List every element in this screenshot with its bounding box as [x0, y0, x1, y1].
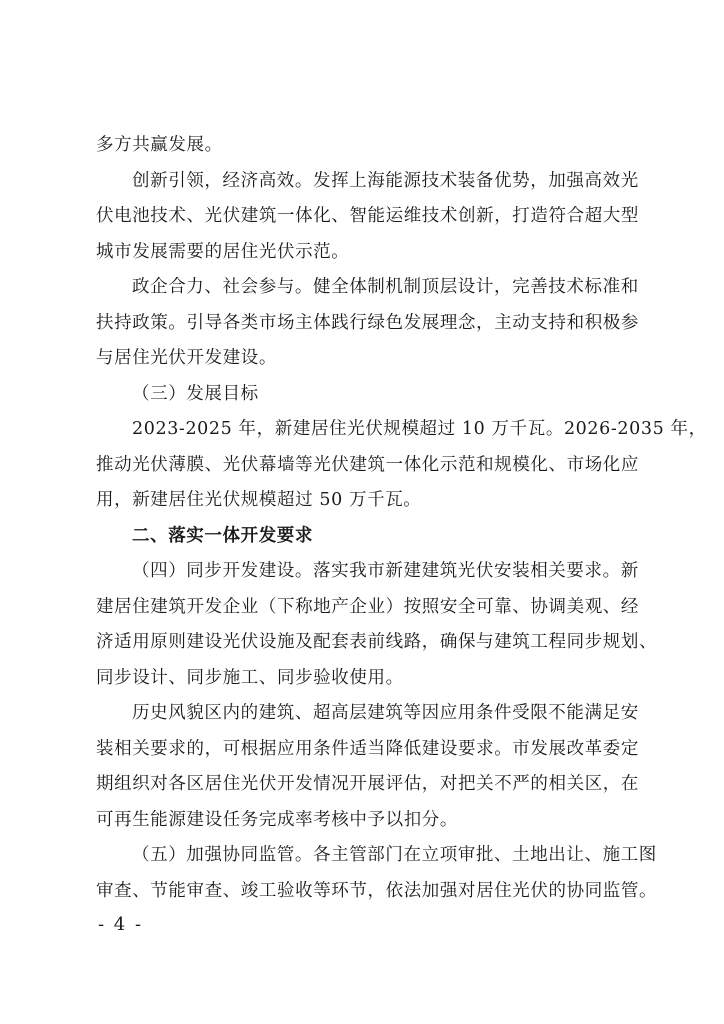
paragraph-line: （四）同步开发建设。落实我市新建建筑光伏安装相关要求。新	[132, 561, 639, 581]
paragraph-line: 期组织对各区居住光伏开发情况开展评估，对把关不严的相关区，在	[96, 774, 639, 794]
chapter-heading: 二、落实一体开发要求	[132, 525, 313, 546]
paragraph-line: 同步设计、同步施工、同步验收使用。	[96, 667, 404, 688]
paragraph-line: 审查、节能审查、竣工验收等环节，依法加强对居住光伏的协同监管。	[96, 880, 658, 901]
paragraph-line: 推动光伏薄膜、光伏幕墙等光伏建筑一体化示范和规模化、市场化应	[96, 454, 639, 475]
paragraph-line: 多方共赢发展。	[96, 135, 223, 155]
paragraph-line: 2023-2025 年，新建居住光伏规模超过 10 万千瓦。2026-2035 年，	[132, 419, 707, 439]
paragraph-line: （五）加强协同监管。各主管部门在立项审批、土地出让、施工图	[132, 845, 657, 865]
paragraph-line: 建居住建筑开发企业（下称地产企业）按照安全可靠、协调美观、经	[96, 596, 639, 617]
paragraph-line: 用，新建居住光伏规模超过 50 万千瓦。	[96, 490, 422, 510]
section-heading: （三）发展目标	[132, 383, 259, 404]
paragraph-line: 与居住光伏开发建设。	[96, 348, 277, 368]
paragraph-line: 装相关要求的，可根据应用条件适当降低建设要求。市发展改革委定	[96, 738, 639, 759]
paragraph-line: 政企合力、社会参与。健全体制机制顶层设计，完善技术标准和	[132, 277, 639, 297]
page-number: - 4 -	[98, 914, 144, 935]
paragraph-line: 济适用原则建设光伏设施及配套表前线路，确保与建筑工程同步规划、	[96, 632, 658, 652]
paragraph-line: 扶持政策。引导各类市场主体践行绿色发展理念，主动支持和积极参	[96, 312, 639, 333]
paragraph-line: 历史风貌区内的建筑、超高层建筑等因应用条件受限不能满足安	[132, 703, 639, 723]
paragraph-line: 城市发展需要的居住光伏示范。	[96, 241, 350, 262]
paragraph-line: 可再生能源建设任务完成率考核中予以扣分。	[96, 809, 458, 830]
paragraph-line: 伏电池技术、光伏建筑一体化、智能运维技术创新，打造符合超大型	[96, 206, 639, 226]
document-body	[96, 128, 707, 909]
paragraph-line: 创新引领，经济高效。发挥上海能源技术装备优势，加强高效光	[132, 170, 639, 191]
